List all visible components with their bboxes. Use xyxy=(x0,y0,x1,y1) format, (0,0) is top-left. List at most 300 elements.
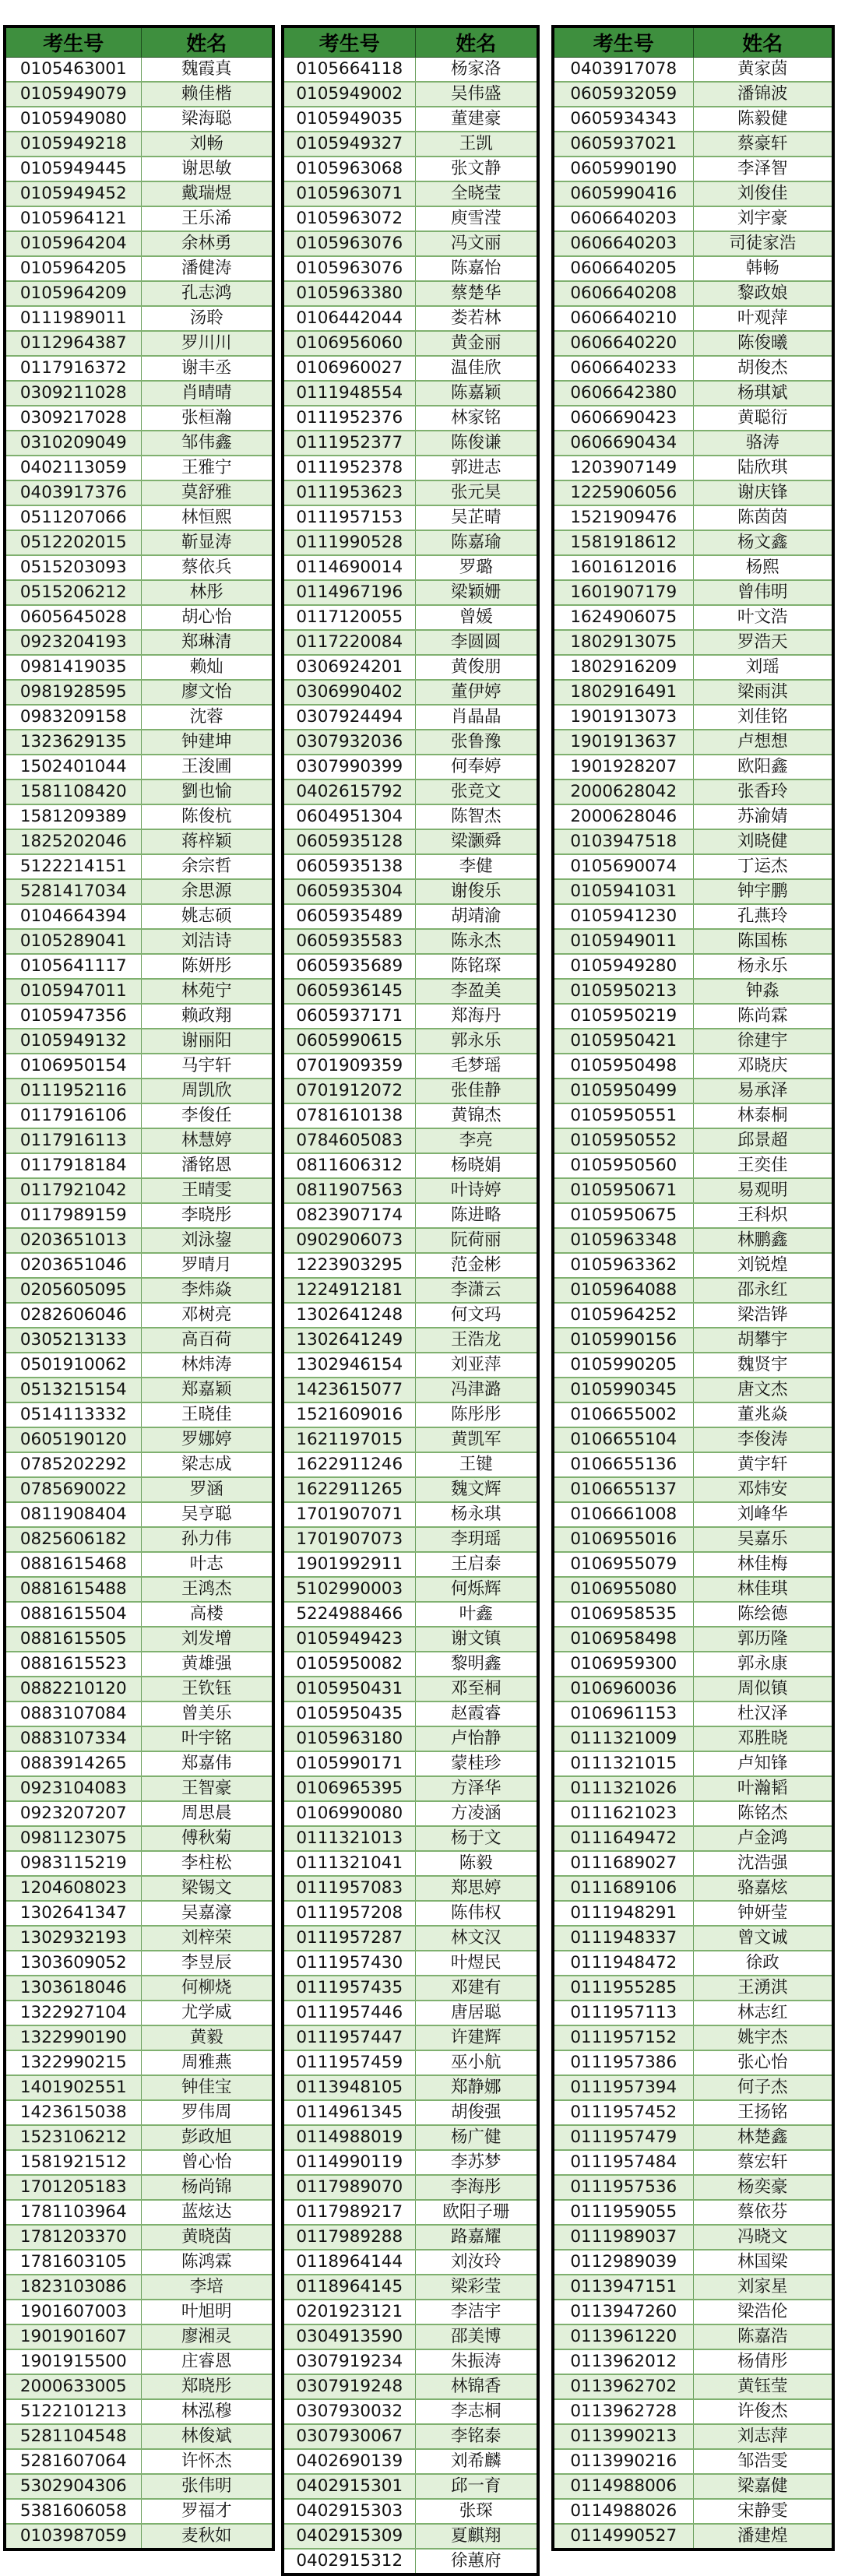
candidate-name-cell: 蔡宏轩 xyxy=(693,2150,833,2175)
candidate-id-cell: 1225906056 xyxy=(553,480,693,505)
candidate-name-cell: 司徒家浩 xyxy=(693,231,833,256)
candidate-id-cell: 0605935304 xyxy=(283,879,415,904)
table-row xyxy=(283,1178,538,1203)
table-row xyxy=(5,854,273,879)
table-row xyxy=(283,979,538,1004)
table-row xyxy=(283,2399,538,2424)
roster-column-3 xyxy=(551,25,835,2551)
candidate-name-cell: 沈浩强 xyxy=(693,1851,833,1876)
candidate-name-cell: 林炜涛 xyxy=(141,1353,273,1378)
candidate-id-cell: 0105963071 xyxy=(283,181,415,206)
candidate-id-cell: 0111689106 xyxy=(553,1876,693,1901)
table-row xyxy=(283,1303,538,1328)
candidate-id-cell: 0307924494 xyxy=(283,705,415,730)
candidate-name-cell: 冯文丽 xyxy=(415,231,538,256)
candidate-name-cell: 罗涵 xyxy=(141,1477,273,1502)
candidate-name-cell: 庾雪滢 xyxy=(415,206,538,231)
table-row xyxy=(283,904,538,929)
candidate-id-cell: 0117916106 xyxy=(5,1103,141,1128)
candidate-name-cell: 叶诗婷 xyxy=(415,1178,538,1203)
candidate-name-cell: 赖政翔 xyxy=(141,1004,273,1029)
candidate-id-cell: 0111321009 xyxy=(553,1726,693,1751)
candidate-name-cell: 郑嘉颖 xyxy=(141,1378,273,1402)
candidate-name-cell: 马宇轩 xyxy=(141,1054,273,1079)
table-row xyxy=(283,555,538,580)
candidate-name-cell: 董伊婷 xyxy=(415,680,538,705)
table-row xyxy=(5,157,273,181)
candidate-id-cell: 0118964145 xyxy=(283,2275,415,2300)
table-row xyxy=(5,306,273,331)
candidate-name-cell: 吴嘉濠 xyxy=(141,1901,273,1926)
table-row xyxy=(283,1527,538,1552)
candidate-name-cell: 林志红 xyxy=(693,2001,833,2025)
table-row xyxy=(283,605,538,630)
table-row xyxy=(553,181,833,206)
candidate-name-cell: 叶旭明 xyxy=(141,2300,273,2324)
table-row xyxy=(5,1103,273,1128)
candidate-id-cell: 1581209389 xyxy=(5,804,141,829)
table-row xyxy=(5,2250,273,2275)
candidate-name-cell: 罗晴月 xyxy=(141,1253,273,1278)
candidate-name-cell: 叶志 xyxy=(141,1552,273,1577)
candidate-id-cell: 0111321013 xyxy=(283,1826,415,1851)
candidate-name-cell: 叶观萍 xyxy=(693,306,833,331)
candidate-name-cell: 梁雨淇 xyxy=(693,680,833,705)
table-row xyxy=(283,1378,538,1402)
table-row xyxy=(5,929,273,954)
candidate-id-cell: 0111321026 xyxy=(553,1776,693,1801)
candidate-name-cell: 杨永琪 xyxy=(415,1502,538,1527)
candidate-name-cell: 何奉婷 xyxy=(415,755,538,779)
candidate-name-cell: 王智豪 xyxy=(141,1776,273,1801)
table-row xyxy=(553,929,833,954)
table-row xyxy=(283,1552,538,1577)
candidate-id-cell: 0105947011 xyxy=(5,979,141,1004)
table-row xyxy=(5,1527,273,1552)
candidate-name-cell: 唐文杰 xyxy=(693,1378,833,1402)
candidate-name-cell: 郭永康 xyxy=(693,1652,833,1677)
candidate-name-cell: 郭永乐 xyxy=(415,1029,538,1054)
candidate-id-cell: 0106655136 xyxy=(553,1452,693,1477)
table-row xyxy=(553,1701,833,1726)
candidate-name-cell: 李炜焱 xyxy=(141,1278,273,1303)
table-row xyxy=(553,2374,833,2399)
candidate-name-cell: 肖晴晴 xyxy=(141,381,273,406)
candidate-id-cell: 0105947356 xyxy=(5,1004,141,1029)
candidate-id-cell: 0105949035 xyxy=(283,107,415,132)
candidate-name-cell: 林文汉 xyxy=(415,1926,538,1951)
table-row xyxy=(5,1577,273,1602)
candidate-id-cell: 2000628046 xyxy=(553,804,693,829)
table-row xyxy=(553,505,833,530)
candidate-id-cell: 0105950675 xyxy=(553,1203,693,1228)
table-row xyxy=(553,1801,833,1826)
table-row xyxy=(553,2300,833,2324)
table-row xyxy=(5,1901,273,1926)
table-row xyxy=(553,1452,833,1477)
table-row xyxy=(283,82,538,107)
candidate-name-cell: 李柱松 xyxy=(141,1851,273,1876)
candidate-name-cell: 梁志成 xyxy=(141,1452,273,1477)
candidate-id-cell: 0402915301 xyxy=(283,2474,415,2499)
table-row xyxy=(5,2050,273,2075)
candidate-name-cell: 郑静娜 xyxy=(415,2075,538,2100)
candidate-id-cell: 1322990190 xyxy=(5,2025,141,2050)
candidate-name-cell: 蒙桂珍 xyxy=(415,1751,538,1776)
candidate-name-cell: 谢文镇 xyxy=(415,1627,538,1652)
candidate-id-cell: 0882210120 xyxy=(5,1677,141,1701)
candidate-name-cell: 傅秋菊 xyxy=(141,1826,273,1851)
table-row xyxy=(5,555,273,580)
candidate-name-cell: 王雅宁 xyxy=(141,456,273,480)
candidate-id-cell: 0106956060 xyxy=(283,331,415,356)
candidate-name-cell: 胡俊杰 xyxy=(693,356,833,381)
candidate-id-cell: 1581921512 xyxy=(5,2150,141,2175)
candidate-id-cell: 0117916113 xyxy=(5,1128,141,1153)
candidate-name-cell: 毛梦瑶 xyxy=(415,1054,538,1079)
candidate-name-cell: 刘晓健 xyxy=(693,829,833,854)
candidate-id-cell: 1521909476 xyxy=(553,505,693,530)
table-row xyxy=(5,680,273,705)
candidate-name-cell: 张伟明 xyxy=(141,2474,273,2499)
table-row xyxy=(553,1278,833,1303)
candidate-name-cell: 刘洁诗 xyxy=(141,929,273,954)
candidate-name-cell: 莫舒雅 xyxy=(141,480,273,505)
table-row xyxy=(5,605,273,630)
candidate-id-cell: 0118964144 xyxy=(283,2250,415,2275)
candidate-id-cell: 0106958535 xyxy=(553,1602,693,1627)
candidate-id-cell: 0881615488 xyxy=(5,1577,141,1602)
candidate-id-cell: 1901928207 xyxy=(553,755,693,779)
candidate-id-cell: 0106661008 xyxy=(553,1502,693,1527)
candidate-name-cell: 谢丰丞 xyxy=(141,356,273,381)
candidate-name-cell: 杨家洛 xyxy=(415,58,538,83)
candidate-id-cell: 1581108420 xyxy=(5,779,141,804)
candidate-name-cell: 冯晓文 xyxy=(693,2225,833,2250)
candidate-name-cell: 刘峰华 xyxy=(693,1502,833,1527)
candidate-name-cell: 廖湘灵 xyxy=(141,2324,273,2349)
table-row xyxy=(5,1004,273,1029)
candidate-name-cell: 余思源 xyxy=(141,879,273,904)
table-row xyxy=(553,2424,833,2449)
table-row xyxy=(5,2275,273,2300)
table-row xyxy=(283,1328,538,1353)
table-row xyxy=(283,456,538,480)
candidate-name-cell: 曾文诚 xyxy=(693,1926,833,1951)
candidate-name-cell: 吴伟盛 xyxy=(415,82,538,107)
table-row xyxy=(5,1726,273,1751)
candidate-id-cell: 1901913073 xyxy=(553,705,693,730)
candidate-name-cell: 骆嘉炫 xyxy=(693,1876,833,1901)
candidate-name-cell: 叶煜民 xyxy=(415,1951,538,1976)
candidate-id-cell: 0983209158 xyxy=(5,705,141,730)
table-row xyxy=(283,755,538,779)
candidate-id-cell: 0106965395 xyxy=(283,1776,415,1801)
table-row xyxy=(553,1353,833,1378)
table-row xyxy=(283,1976,538,2001)
candidate-name-cell: 杨熙 xyxy=(693,555,833,580)
table-row xyxy=(553,231,833,256)
candidate-name-cell: 曾心怡 xyxy=(141,2150,273,2175)
candidate-id-cell: 0105949132 xyxy=(5,1029,141,1054)
candidate-name-cell: 林楚鑫 xyxy=(693,2125,833,2150)
table-row xyxy=(5,281,273,306)
candidate-name-cell: 孙力伟 xyxy=(141,1527,273,1552)
candidate-name-cell: 陈嘉怡 xyxy=(415,256,538,281)
candidate-name-cell: 陈嘉瑜 xyxy=(415,530,538,555)
candidate-name-cell: 梁浩铧 xyxy=(693,1303,833,1328)
candidate-id-cell: 0117921042 xyxy=(5,1178,141,1203)
table-row xyxy=(283,954,538,979)
table-row xyxy=(283,2474,538,2499)
candidate-name-cell: 汤聆 xyxy=(141,306,273,331)
table-row xyxy=(553,1427,833,1452)
candidate-name-cell: 杨于文 xyxy=(415,1826,538,1851)
table-row xyxy=(283,2001,538,2025)
table-row xyxy=(283,1353,538,1378)
table-row xyxy=(553,1602,833,1627)
table-row xyxy=(283,1801,538,1826)
candidate-name-cell: 温佳欣 xyxy=(415,356,538,381)
table-row xyxy=(283,1726,538,1751)
candidate-name-cell: 方泽华 xyxy=(415,1776,538,1801)
candidate-name-cell: 张香玲 xyxy=(693,779,833,804)
candidate-name-cell: 王浚圃 xyxy=(141,755,273,779)
candidate-id-cell: 0113948105 xyxy=(283,2075,415,2100)
candidate-name-cell: 高楼 xyxy=(141,1602,273,1627)
candidate-name-cell: 路嘉耀 xyxy=(415,2225,538,2250)
candidate-name-cell: 蔡豪轩 xyxy=(693,132,833,157)
table-row xyxy=(5,2100,273,2125)
candidate-id-cell: 0605935689 xyxy=(283,954,415,979)
candidate-id-cell: 0106990080 xyxy=(283,1801,415,1826)
table-row xyxy=(283,406,538,431)
candidate-id-cell: 0111957287 xyxy=(283,1926,415,1951)
candidate-name-cell: 邵永红 xyxy=(693,1278,833,1303)
table-row xyxy=(283,829,538,854)
candidate-id-cell: 0402915309 xyxy=(283,2524,415,2549)
table-row xyxy=(553,1328,833,1353)
candidate-id-cell: 1521609016 xyxy=(283,1402,415,1427)
table-row xyxy=(553,1054,833,1079)
candidate-id-cell: 0105950082 xyxy=(283,1652,415,1677)
candidate-id-cell: 1901915500 xyxy=(5,2349,141,2374)
table-row xyxy=(283,2075,538,2100)
candidate-name-cell: 刘发增 xyxy=(141,1627,273,1652)
candidate-id-cell: 0114988019 xyxy=(283,2125,415,2150)
table-row xyxy=(283,181,538,206)
table-row xyxy=(283,2250,538,2275)
table-row xyxy=(553,1926,833,1951)
candidate-id-cell: 0605934343 xyxy=(553,107,693,132)
candidate-id-cell: 0501910062 xyxy=(5,1353,141,1378)
candidate-name-cell: 王启泰 xyxy=(415,1552,538,1577)
candidate-id-cell: 0106655104 xyxy=(553,1427,693,1452)
table-row xyxy=(283,132,538,157)
candidate-name-cell: 杨晓娟 xyxy=(415,1153,538,1178)
candidate-name-cell: 邓建有 xyxy=(415,1976,538,2001)
candidate-id-cell: 0105949327 xyxy=(283,132,415,157)
candidate-name-cell: 黄毅 xyxy=(141,2025,273,2050)
candidate-name-cell: 邓至桐 xyxy=(415,1677,538,1701)
candidate-id-cell: 0606640203 xyxy=(553,231,693,256)
candidate-id-cell: 0114690014 xyxy=(283,555,415,580)
candidate-name-cell: 林国梁 xyxy=(693,2250,833,2275)
table-row xyxy=(553,2100,833,2125)
candidate-name-cell: 胡靖渝 xyxy=(415,904,538,929)
candidate-name-cell: 丁运杰 xyxy=(693,854,833,879)
candidate-id-cell: 1781103964 xyxy=(5,2200,141,2225)
candidate-name-cell: 刘泳鋆 xyxy=(141,1228,273,1253)
candidate-id-cell: 0111621023 xyxy=(553,1801,693,1826)
candidate-id-cell: 0282606046 xyxy=(5,1303,141,1328)
candidate-name-cell: 陈铭杰 xyxy=(693,1801,833,1826)
candidate-id-cell: 0106655137 xyxy=(553,1477,693,1502)
table-row xyxy=(283,2025,538,2050)
candidate-name-cell: 邱景超 xyxy=(693,1128,833,1153)
table-row xyxy=(5,755,273,779)
candidate-id-cell: 0781610138 xyxy=(283,1103,415,1128)
table-row xyxy=(5,505,273,530)
candidate-id-cell: 0515206212 xyxy=(5,580,141,605)
candidate-name-cell: 张桓瀚 xyxy=(141,406,273,431)
table-row xyxy=(283,1602,538,1627)
table-row xyxy=(5,779,273,804)
table-row xyxy=(283,1427,538,1452)
table-row xyxy=(553,605,833,630)
candidate-name-cell: 李铭泰 xyxy=(415,2424,538,2449)
candidate-id-cell: 1401902551 xyxy=(5,2075,141,2100)
candidate-name-cell: 孔燕玲 xyxy=(693,904,833,929)
candidate-id-cell: 1621197015 xyxy=(283,1427,415,1452)
candidate-id-cell: 0983115219 xyxy=(5,1851,141,1876)
candidate-id-cell: 0981123075 xyxy=(5,1826,141,1851)
table-row xyxy=(553,132,833,157)
candidate-id-cell: 1302641248 xyxy=(283,1303,415,1328)
candidate-id-cell: 0785690022 xyxy=(5,1477,141,1502)
candidate-name-cell: 冯津潞 xyxy=(415,1378,538,1402)
candidate-id-cell: 0111957113 xyxy=(553,2001,693,2025)
candidate-id-cell: 0111957479 xyxy=(553,2125,693,2150)
candidate-id-cell: 1423615038 xyxy=(5,2100,141,2125)
table-row xyxy=(5,2001,273,2025)
candidate-name-cell: 卢金鸿 xyxy=(693,1826,833,1851)
table-row xyxy=(5,954,273,979)
candidate-id-cell: 0111957153 xyxy=(283,505,415,530)
table-row xyxy=(5,580,273,605)
candidate-id-cell: 1622911265 xyxy=(283,1477,415,1502)
candidate-id-cell: 0105963076 xyxy=(283,231,415,256)
table-row xyxy=(283,431,538,456)
candidate-name-cell: 黄锦杰 xyxy=(415,1103,538,1128)
candidate-id-cell: 0105964088 xyxy=(553,1278,693,1303)
candidate-name-cell: 李泽智 xyxy=(693,157,833,181)
table-row xyxy=(283,331,538,356)
candidate-name-cell: 罗伟周 xyxy=(141,2100,273,2125)
table-row xyxy=(553,82,833,107)
candidate-name-cell: 全晓莹 xyxy=(415,181,538,206)
table-row xyxy=(553,1178,833,1203)
candidate-id-cell: 0605190120 xyxy=(5,1427,141,1452)
table-row xyxy=(5,2125,273,2150)
candidate-name-cell: 黄聪衍 xyxy=(693,406,833,431)
candidate-id-cell: 0605937171 xyxy=(283,1004,415,1029)
candidate-id-cell: 0117220084 xyxy=(283,630,415,655)
table-row xyxy=(5,181,273,206)
candidate-id-cell: 0111957459 xyxy=(283,2050,415,2075)
candidate-name-cell: 余林勇 xyxy=(141,231,273,256)
candidate-name-cell: 钟建坤 xyxy=(141,730,273,755)
candidate-name-cell: 黄晓茵 xyxy=(141,2225,273,2250)
table-row xyxy=(553,1402,833,1427)
candidate-name-cell: 梁锡文 xyxy=(141,1876,273,1901)
roster-column-2 xyxy=(281,25,540,2576)
candidate-name-cell: 卢知锋 xyxy=(693,1751,833,1776)
candidate-name-cell: 高百荷 xyxy=(141,1328,273,1353)
candidate-id-cell: 0606690434 xyxy=(553,431,693,456)
table-row xyxy=(553,2449,833,2474)
candidate-id-cell: 0309211028 xyxy=(5,381,141,406)
candidate-id-cell: 0106955079 xyxy=(553,1552,693,1577)
candidate-id-cell: 0923207207 xyxy=(5,1801,141,1826)
candidate-name-cell: 周凯欣 xyxy=(141,1079,273,1103)
candidate-name-cell: 钟妍莹 xyxy=(693,1901,833,1926)
table-row xyxy=(553,2399,833,2424)
candidate-id-cell: 0111952377 xyxy=(283,431,415,456)
table-row xyxy=(553,1851,833,1876)
candidate-id-cell: 0105964204 xyxy=(5,231,141,256)
candidate-name-cell: 胡心怡 xyxy=(141,605,273,630)
candidate-id-cell: 0606640208 xyxy=(553,281,693,306)
table-row xyxy=(5,1228,273,1253)
table-row xyxy=(553,854,833,879)
table-row xyxy=(283,1004,538,1029)
table-row xyxy=(5,1378,273,1402)
candidate-id-cell: 0306990402 xyxy=(283,680,415,705)
candidate-name-cell: 赖佳楷 xyxy=(141,82,273,107)
table-row xyxy=(5,2499,273,2524)
candidate-id-cell: 0105963072 xyxy=(283,206,415,231)
candidate-name-cell: 易观明 xyxy=(693,1178,833,1203)
candidate-name-cell: 陈俊曦 xyxy=(693,331,833,356)
candidate-id-cell: 0309217028 xyxy=(5,406,141,431)
candidate-name-cell: 徐建宇 xyxy=(693,1029,833,1054)
candidate-name-cell: 何烁辉 xyxy=(415,1577,538,1602)
table-row xyxy=(283,281,538,306)
table-row xyxy=(5,1652,273,1677)
table-row xyxy=(283,1876,538,1901)
candidate-id-cell: 0881615505 xyxy=(5,1627,141,1652)
table-row xyxy=(553,1552,833,1577)
candidate-id-cell: 2000633005 xyxy=(5,2374,141,2399)
candidate-id-cell: 0203651013 xyxy=(5,1228,141,1253)
candidate-name-cell: 张心怡 xyxy=(693,2050,833,2075)
candidate-id-cell: 0923204193 xyxy=(5,630,141,655)
table-row xyxy=(553,530,833,555)
candidate-id-cell: 0105963380 xyxy=(283,281,415,306)
candidate-id-cell: 0203651046 xyxy=(5,1253,141,1278)
candidate-name-cell: 周思晨 xyxy=(141,1801,273,1826)
table-row xyxy=(283,2300,538,2324)
candidate-name-cell: 杨文鑫 xyxy=(693,530,833,555)
candidate-name-cell: 蓝炫达 xyxy=(141,2200,273,2225)
candidate-name-cell: 潘建煌 xyxy=(693,2524,833,2550)
candidate-name-cell: 张鲁豫 xyxy=(415,730,538,755)
table-row xyxy=(5,1477,273,1502)
candidate-id-cell: 1901901607 xyxy=(5,2324,141,2349)
table-row xyxy=(5,1054,273,1079)
candidate-name-cell: 邱一育 xyxy=(415,2474,538,2499)
